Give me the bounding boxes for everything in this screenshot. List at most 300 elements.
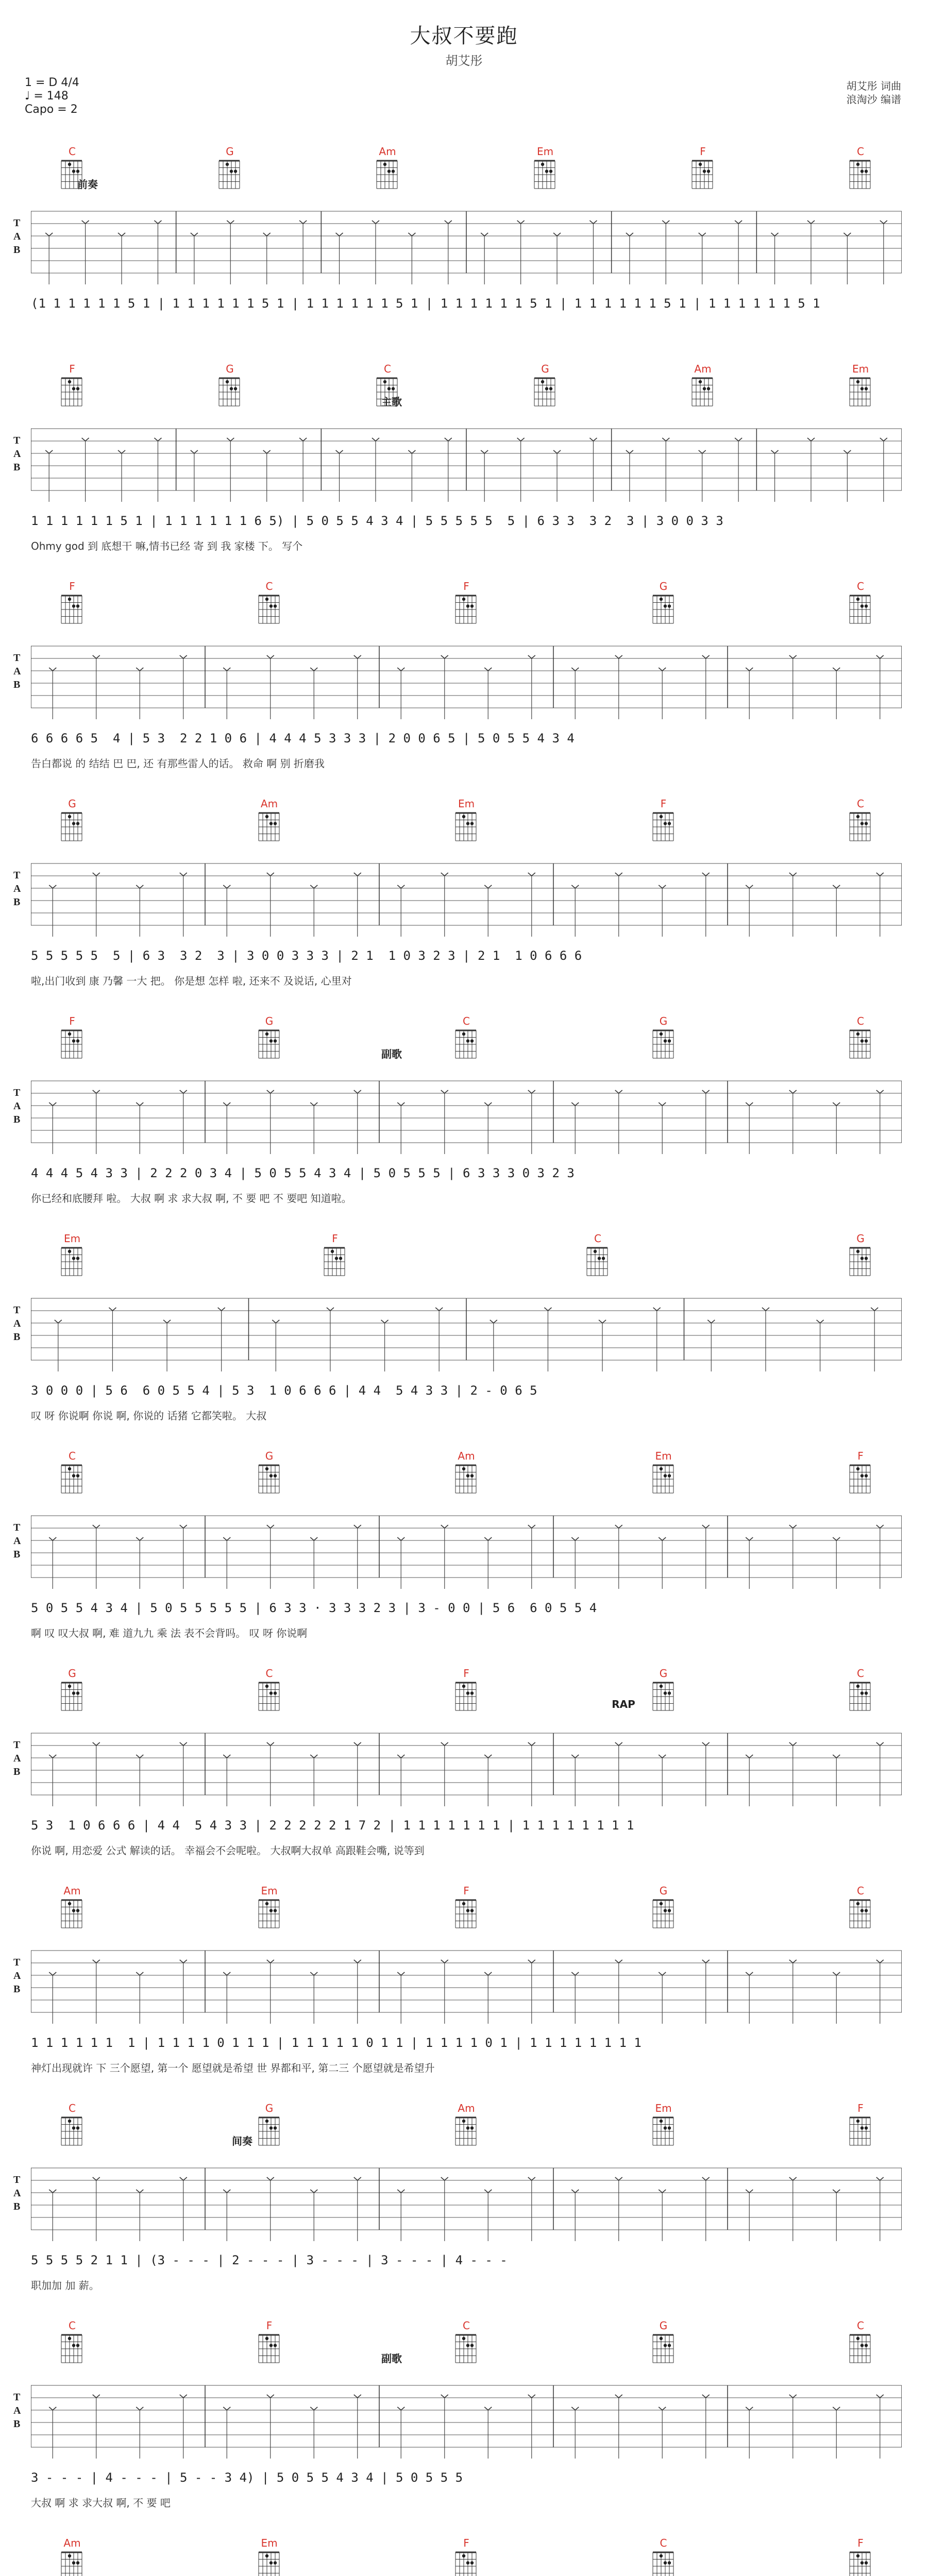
chord-diagram-grid [690, 376, 716, 408]
chord-name: F [857, 2537, 864, 2549]
strum-mark [82, 221, 89, 224]
chord-diagram-grid [59, 1463, 85, 1495]
strum-mark [180, 1960, 187, 1963]
chord-diagram-grid [257, 1463, 282, 1495]
chord-diagram-grid [453, 2550, 479, 2576]
numbered-notation: 5 3 1 0 6 6 6 | 4 4 5 4 3 3 | 2 2 2 2 2 1 7 2 | 1 1 1 1 1 1 1 | 1 1 1 1 1 1 1 1 [31, 1818, 634, 1833]
strum-mark [223, 668, 230, 671]
strum-mark [397, 1755, 404, 1758]
chord-diagram [322, 1232, 348, 1280]
strum-mark [310, 1537, 317, 1540]
strum-mark [336, 233, 343, 236]
chord-diagram-grid [453, 1028, 479, 1060]
chord-diagram [59, 2102, 85, 2149]
section-label: 间奏 [232, 2135, 252, 2147]
strum-mark [553, 233, 561, 236]
chord-name: G [265, 1450, 274, 1462]
chord-name: C [857, 145, 864, 158]
strum-mark [397, 1103, 404, 1106]
strum-mark [771, 233, 779, 236]
strum-mark [876, 1960, 884, 1963]
strum-mark [876, 655, 884, 658]
strum-mark [267, 1525, 274, 1528]
tab-staff [31, 2164, 902, 2246]
strum-mark [136, 1537, 143, 1540]
strum-mark [876, 1090, 884, 1093]
chord-diagram [651, 1450, 677, 1497]
strum-mark [227, 221, 234, 224]
chord-diagram [532, 145, 558, 193]
strum-mark [372, 221, 379, 224]
chord-name: Em [655, 1450, 672, 1462]
chord-diagram-grid [59, 594, 85, 625]
strum-mark [659, 1537, 666, 1540]
chord-diagram-grid [651, 1028, 677, 1060]
numbered-notation: 3 - - - | 4 - - - | 5 - - 3 4) | 5 0 5 5 4 3 4 | 5 0 5 5 5 [31, 2470, 463, 2485]
strum-mark [702, 655, 710, 658]
strum-mark [528, 873, 535, 876]
strum-mark [653, 1308, 661, 1311]
chord-diagram [848, 145, 873, 193]
chord-name: G [265, 1015, 274, 1027]
strum-mark [615, 873, 622, 876]
chord-diagram-grid [848, 2550, 873, 2576]
strum-mark [615, 2395, 622, 2398]
chord-diagram [651, 1885, 677, 1932]
strum-mark [880, 221, 887, 224]
chord-diagram [257, 1885, 282, 1932]
strum-mark [528, 2395, 535, 2398]
tab-clef: T A B [13, 2174, 21, 2212]
strum-mark [659, 1755, 666, 1758]
strum-mark [191, 233, 198, 236]
strum-mark [310, 885, 317, 888]
strum-mark [876, 2395, 884, 2398]
chord-name: F [857, 1450, 864, 1462]
strum-mark [267, 655, 274, 658]
chord-diagram [217, 363, 243, 410]
chord-name: Am [379, 145, 396, 158]
strum-mark [659, 668, 666, 671]
strum-mark [833, 1972, 840, 1975]
tab-clef: T A B [13, 870, 21, 908]
chord-name: G [226, 363, 234, 375]
strum-mark [659, 1103, 666, 1106]
strum-mark [223, 1972, 230, 1975]
strum-mark [223, 2190, 230, 2193]
lyric-line: 啊 叹 叹大叔 啊, 难 道九九 乘 法 表不会背吗。 叹 呀 你说啊 [31, 1627, 308, 1639]
strum-mark [82, 438, 89, 441]
strum-mark [227, 438, 234, 441]
chord-name: F [266, 2319, 273, 2332]
chord-name: C [857, 580, 864, 592]
chord-name: C [660, 2537, 667, 2549]
strum-mark [267, 2177, 274, 2180]
chord-diagram-grid [848, 1246, 873, 1278]
strum-mark [267, 1742, 274, 1745]
chord-diagram [59, 580, 85, 628]
chord-name: G [226, 145, 234, 158]
chord-diagram [848, 2319, 873, 2367]
strum-mark [735, 221, 742, 224]
chord-diagram-grid [59, 376, 85, 408]
tab-staff [31, 642, 902, 724]
strum-mark [223, 1537, 230, 1540]
chord-name: C [857, 798, 864, 810]
strum-mark [659, 1972, 666, 1975]
strum-mark [397, 2190, 404, 2193]
tab-clef: T A B [13, 1957, 21, 1995]
chord-diagram-grid [453, 594, 479, 625]
strum-mark [484, 1537, 492, 1540]
lyric-line: 叹 呀 你说啊 你说 啊, 你说的 话猪 它都笑啦。 大叔 [31, 1410, 267, 1422]
strum-mark [843, 450, 851, 453]
tab-staff [31, 1512, 902, 1594]
strum-mark [589, 438, 597, 441]
key-signature: 1 = D 4/4 [25, 76, 79, 89]
strum-mark [223, 885, 230, 888]
strum-mark [746, 1537, 753, 1540]
chord-diagram [257, 1667, 282, 1715]
strum-mark [49, 1537, 56, 1540]
strum-mark [746, 1972, 753, 1975]
chord-diagram [848, 1015, 873, 1062]
strum-mark [180, 1742, 187, 1745]
chord-diagram-grid [59, 1898, 85, 1930]
strum-mark [571, 1103, 579, 1106]
strum-mark [484, 1103, 492, 1106]
chord-name: C [69, 145, 76, 158]
chord-diagram [453, 1885, 479, 1932]
strum-mark [789, 2177, 797, 2180]
chord-diagram [651, 798, 677, 845]
strum-mark [118, 233, 125, 236]
chord-diagram-grid [453, 2115, 479, 2147]
strum-mark [441, 1525, 448, 1528]
strum-mark [441, 655, 448, 658]
chord-diagram-grid [532, 376, 558, 408]
strum-mark [310, 668, 317, 671]
strum-mark [93, 1960, 100, 1963]
chord-name: F [700, 145, 706, 158]
chord-name: F [463, 1885, 469, 1897]
chord-diagram [257, 798, 282, 845]
chord-name: Am [694, 363, 712, 375]
section-label: RAP [612, 1698, 635, 1710]
chord-diagram [690, 145, 716, 193]
chord-diagram-grid [59, 159, 85, 191]
chord-name: C [265, 580, 273, 592]
strum-mark [528, 1525, 535, 1528]
chord-diagram-grid [651, 594, 677, 625]
strum-mark [267, 2395, 274, 2398]
chord-diagram [59, 145, 85, 193]
tab-clef: T A B [13, 217, 21, 256]
strum-mark [702, 2177, 710, 2180]
strum-mark [589, 221, 597, 224]
strum-mark [615, 1742, 622, 1745]
strum-mark [615, 655, 622, 658]
tab-clef: T A B [13, 1522, 21, 1560]
strum-mark [310, 2407, 317, 2410]
lyric-line: 大叔 啊 求 求大叔 啊, 不 要 吧 [31, 2497, 171, 2509]
numbered-notation: (1 1 1 1 1 1 5 1 | 1 1 1 1 1 1 5 1 | 1 1 1 1 1 1 5 1 | 1 1 1 1 1 1 5 1 | 1 1 1 1 1 1 5 1 | 1 1 1 1 1 1 5 1 [31, 296, 820, 311]
lyric-line: 职加加 加 薪。 [31, 2279, 99, 2292]
tab-staff [31, 2381, 902, 2464]
strum-mark [481, 450, 488, 453]
lyrics-music-credit: 胡艾彤 词曲 [846, 80, 901, 92]
strum-mark [397, 1537, 404, 1540]
chord-diagram [375, 145, 400, 193]
strum-mark [528, 1960, 535, 1963]
strum-mark [49, 1972, 56, 1975]
chord-diagram-grid [453, 1463, 479, 1495]
strum-mark [876, 1525, 884, 1528]
chord-diagram [453, 2537, 479, 2576]
strum-mark [180, 2177, 187, 2180]
chord-name: Em [655, 2102, 672, 2114]
chord-name: F [660, 798, 667, 810]
strum-mark [93, 873, 100, 876]
chord-diagram-grid [585, 1246, 611, 1278]
strum-mark [817, 1320, 824, 1323]
strum-mark [833, 2190, 840, 2193]
chord-diagram-grid [59, 2115, 85, 2147]
strum-mark [154, 221, 161, 224]
strum-mark [702, 2395, 710, 2398]
tab-staff [31, 1294, 902, 1377]
strum-mark [789, 1525, 797, 1528]
tab-clef: T A B [13, 435, 21, 473]
chord-diagram-grid [453, 1898, 479, 1930]
chord-diagram [257, 2319, 282, 2367]
strum-mark [843, 233, 851, 236]
strum-mark [481, 233, 488, 236]
chord-diagram-grid [848, 2115, 873, 2147]
tab-clef: T A B [13, 1087, 21, 1125]
chord-diagram [59, 2319, 85, 2367]
chord-diagram-grid [848, 2333, 873, 2365]
tab-system [0, 2086, 928, 2302]
chord-name: Em [261, 2537, 278, 2549]
strum-mark [571, 1755, 579, 1758]
strum-mark [136, 1103, 143, 1106]
strum-mark [267, 1960, 274, 1963]
strum-mark [484, 2190, 492, 2193]
strum-mark [659, 885, 666, 888]
strum-mark [484, 885, 492, 888]
strum-mark [310, 1972, 317, 1975]
chord-diagram-grid [848, 1898, 873, 1930]
chord-name: G [265, 2102, 274, 2114]
credits [847, 79, 901, 106]
chord-name: F [332, 1232, 338, 1245]
strum-mark [336, 450, 343, 453]
strum-mark [180, 2395, 187, 2398]
chord-diagram-grid [59, 811, 85, 843]
chord-name: F [463, 1667, 469, 1680]
strum-mark [354, 1742, 361, 1745]
strum-mark [441, 873, 448, 876]
strum-mark [441, 1960, 448, 1963]
chord-diagram [59, 2537, 85, 2576]
tab-system [0, 1651, 928, 1867]
chord-name: C [857, 1667, 864, 1680]
strum-mark [626, 450, 633, 453]
chord-diagram [257, 2102, 282, 2149]
chord-diagram-grid [453, 1681, 479, 1713]
song-artist: 胡艾彤 [445, 54, 483, 68]
chord-diagram-grid [217, 159, 243, 191]
strum-mark [191, 450, 198, 453]
strum-mark [408, 233, 415, 236]
tab-staff [31, 859, 902, 942]
strum-mark [626, 233, 633, 236]
tab-staff [31, 207, 902, 290]
strum-mark [762, 1308, 769, 1311]
strum-mark [354, 2395, 361, 2398]
tab-clef: T A B [13, 1304, 21, 1343]
strum-mark [702, 1960, 710, 1963]
strum-mark [49, 2407, 56, 2410]
strum-mark [702, 1090, 710, 1093]
strum-mark [789, 2395, 797, 2398]
chord-name: C [594, 1232, 601, 1245]
chord-name: C [857, 1015, 864, 1027]
strum-mark [310, 1755, 317, 1758]
strum-mark [528, 1090, 535, 1093]
strum-mark [136, 2407, 143, 2410]
strum-mark [109, 1308, 116, 1311]
chord-name: Em [63, 1232, 81, 1245]
strum-mark [93, 2177, 100, 2180]
strum-mark [397, 2407, 404, 2410]
strum-mark [93, 1525, 100, 1528]
song-title: 大叔不要跑 [410, 24, 518, 48]
chord-diagram-grid [651, 2333, 677, 2365]
chord-diagram-grid [453, 2333, 479, 2365]
strum-mark [136, 1972, 143, 1975]
chord-name: C [69, 2319, 76, 2332]
chord-name: G [541, 363, 549, 375]
chord-diagram [651, 1015, 677, 1062]
strum-mark [833, 885, 840, 888]
tab-system [0, 2303, 928, 2519]
chord-diagram [585, 1232, 611, 1280]
chord-diagram-grid [848, 1463, 873, 1495]
strum-mark [354, 1960, 361, 1963]
tab-system [0, 346, 928, 563]
tab-staff [31, 1946, 902, 2029]
chord-diagram-grid [59, 1028, 85, 1060]
tab-staff [31, 1077, 902, 1159]
chord-diagram [257, 1450, 282, 1497]
chord-diagram-grid [453, 811, 479, 843]
chord-diagram-grid [257, 811, 282, 843]
lyric-line: Ohmy god 到 底想干 嘛,情书已经 寄 到 我 家楼 下。 写个 [31, 540, 303, 552]
chord-diagram [453, 798, 479, 845]
strum-mark [408, 450, 415, 453]
chord-diagram [217, 145, 243, 193]
strum-mark [299, 438, 307, 441]
strum-mark [771, 450, 779, 453]
numbered-notation: 6 6 6 6 5 4 | 5 3 2 2 1 0 6 | 4 4 4 5 3 3 3 | 2 0 0 6 5 | 5 0 5 5 4 3 4 [31, 731, 575, 745]
chord-diagram-grid [848, 811, 873, 843]
chord-name: G [68, 798, 76, 810]
strum-mark [354, 2177, 361, 2180]
strum-mark [702, 1525, 710, 1528]
strum-mark [871, 1308, 878, 1311]
strum-mark [571, 668, 579, 671]
chord-name: Am [63, 1885, 81, 1897]
strum-mark [544, 1308, 551, 1311]
chord-diagram [375, 363, 400, 410]
tab-clef: T A B [13, 1739, 21, 1777]
chord-diagram-grid [651, 1681, 677, 1713]
strum-mark [136, 885, 143, 888]
lyric-line: 告白都说 的 结结 巴 巴, 还 有那些雷人的话。 救命 啊 别 折磨我 [31, 757, 325, 770]
strum-mark [327, 1308, 334, 1311]
strum-mark [218, 1308, 225, 1311]
chord-diagram [453, 1450, 479, 1497]
tab-system [0, 781, 928, 997]
strum-mark [180, 655, 187, 658]
strum-mark [354, 873, 361, 876]
chord-diagram [257, 1015, 282, 1062]
chord-diagram-grid [651, 1898, 677, 1930]
chord-name: G [659, 1015, 668, 1027]
strum-mark [615, 1525, 622, 1528]
strum-mark [833, 1103, 840, 1106]
tab-system [0, 2520, 928, 2576]
section-label: 副歌 [381, 2352, 402, 2365]
tab-clef: T A B [13, 2392, 21, 2430]
strum-mark [789, 1742, 797, 1745]
strum-mark [180, 1090, 187, 1093]
chord-name: G [659, 2319, 668, 2332]
strum-mark [354, 1525, 361, 1528]
chord-diagram [59, 1015, 85, 1062]
strum-mark [702, 873, 710, 876]
strum-mark [441, 2395, 448, 2398]
strum-mark [599, 1320, 606, 1323]
strum-mark [445, 221, 452, 224]
chord-name: F [69, 580, 75, 592]
strum-mark [571, 1972, 579, 1975]
chord-diagram-grid [257, 2550, 282, 2576]
tab-system [0, 1868, 928, 2084]
chord-name: Em [536, 145, 554, 158]
strum-mark [659, 2190, 666, 2193]
chord-name: F [463, 580, 469, 592]
strum-mark [441, 1090, 448, 1093]
strum-mark [702, 1742, 710, 1745]
chord-diagram [848, 798, 873, 845]
strum-mark [833, 1755, 840, 1758]
strum-mark [397, 668, 404, 671]
strum-mark [528, 2177, 535, 2180]
strum-mark [746, 1103, 753, 1106]
chord-name: F [463, 2537, 469, 2549]
strum-mark [49, 668, 56, 671]
chord-diagram [651, 1667, 677, 1715]
chord-diagram-grid [690, 159, 716, 191]
chord-diagram [453, 2319, 479, 2367]
strum-mark [45, 233, 53, 236]
chord-diagram [848, 1232, 873, 1280]
chord-diagram [59, 1667, 85, 1715]
strum-mark [735, 438, 742, 441]
